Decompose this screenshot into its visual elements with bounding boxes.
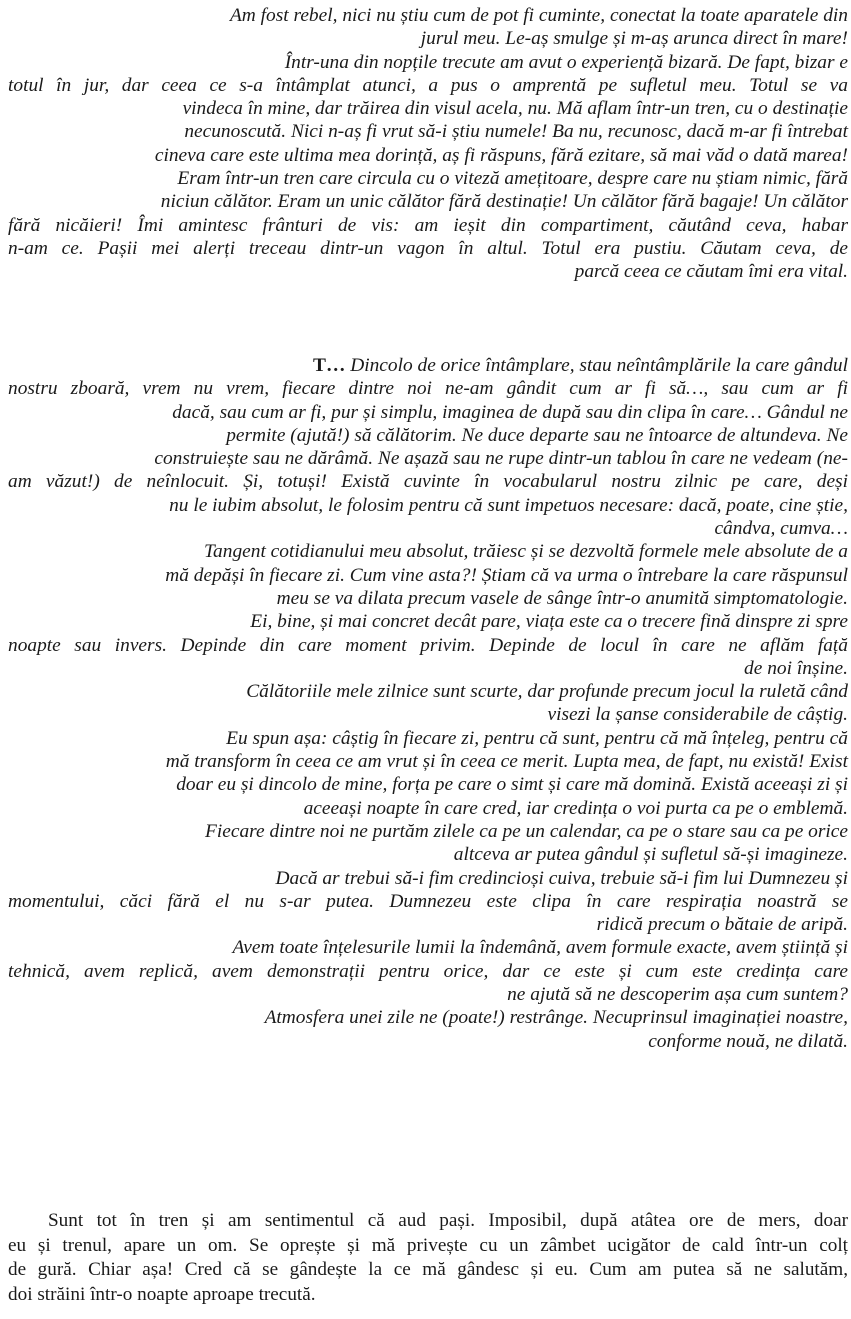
text-line: Fiecare dintre noi ne purtăm zilele ca pe un calendar, ca pe o stare sau ca pe orice — [205, 820, 848, 842]
text-line: Avem toate înțelesurile lumii la îndemână, avem formule exacte, avem știință și — [232, 937, 848, 959]
text-line: permite (ajută!) să călătorim. Ne duce departe sau ne întoarce de altundeva. Ne — [226, 424, 848, 446]
text-line: Într-una din nopțile trecute am avut o experiență bizară. De fapt, bizar e — [284, 51, 848, 73]
text-line: ridică precum o bătaie de aripă. — [596, 914, 848, 936]
text-fragment: Dincolo de orice întâmplare, stau neîntâmplările la care gândul — [345, 355, 848, 376]
text-line: noapte sau invers. Depinde din care moment privim. Depinde de locul în care ne aflăm față — [8, 634, 848, 656]
text-line: am văzut!) de neînlocuit. Și, totuși! Există cuvinte în vocabularul nostru zilnic pe care, deși — [8, 471, 848, 493]
text-line: mă transform în ceea ce am vrut și în ceea ce merit. Lupta mea, de fapt, nu există! Exist — [165, 751, 848, 773]
text-line: Sunt tot în tren și am sentimentul că aud pași. Imposibil, după atâtea ore de mers, doar — [48, 1210, 848, 1231]
text-line: aceeași noapte în care cred, iar credința o voi purta ca pe o emblemă. — [303, 797, 848, 819]
text-line: doi străini într-o noapte aproape trecută. — [8, 1283, 316, 1305]
text-line: visezi la șanse considerabile de câștig. — [547, 704, 848, 726]
text-line: tehnică, avem replică, avem demonstrații pentru orice, dar ce este și cum este credința care — [8, 960, 848, 982]
text-line: vindeca în mine, dar trăirea din visul acela, nu. Mă aflam într-un tren, cu o destinație — [182, 98, 848, 120]
text-line: Am fost rebel, nici nu știu cum de pot fi cuminte, conectat la toate aparatele din — [229, 5, 848, 26]
text-line: ne ajută să ne descoperim așa cum suntem? — [507, 984, 848, 1006]
text-line: totul în jur, dar ceea ce s-a întâmplat atunci, a pus o amprentă pe sufletul meu. Totul se va — [8, 74, 848, 96]
closing-paragraph — [8, 1209, 848, 1307]
text-line: Călătoriile mele zilnice sunt scurte, dar profunde precum jocul la ruletă când — [246, 681, 848, 703]
text-line: construiește sau ne dărâmă. Ne așază sau ne rupe dintr-un tablou în care ne vedeam (ne- — [154, 448, 848, 470]
text-line: conforme nouă, ne dilată. — [648, 1030, 848, 1052]
text-line: doar eu și dincolo de mine, forța pe care o simt și care mă domină. Există aceeași zi și — [176, 774, 848, 796]
text-line: Atmosfera unei zile ne (poate!) restrânge. Necuprinsul imaginației noastre, — [264, 1007, 848, 1029]
text-line: necunoscută. Nici n-aș fi vrut să-i știu numele! Ba nu, recunosc, dacă m-ar fi întrebat — [184, 121, 848, 143]
text-line: meu se va dilata precum vasele de sânge într-o anumită simptomatologie. — [276, 587, 848, 609]
text-line: Tangent cotidianului meu absolut, trăiesc și se dezvoltă formele mele absolute de a — [204, 541, 848, 563]
text-line: momentului, căci fără el nu s-ar putea. Dumnezeu este clipa în care respirația noastră se — [8, 890, 848, 912]
text-line: nostru zboară, vrem nu vrem, fiecare dintre noi ne-am gândit cum ar fi să…, sau cum ar fi — [8, 378, 848, 400]
text-line: parcă ceea ce căutam îmi era vital. — [574, 261, 848, 283]
text-line: Dacă ar trebui să-i fim credincioși cuiva, trebuie să-i fim lui Dumnezeu și — [275, 867, 848, 889]
text-line: dacă, sau cum ar fi, pur și simplu, imaginea de după sau din clipa în care… Gândul ne — [172, 401, 848, 423]
essay-section — [8, 354, 848, 1053]
text-line: cândva, cumva… — [714, 518, 848, 540]
essay-first-line — [8, 354, 848, 377]
text-line: eu și trenul, apare un om. Se oprește și mă privește cu un zâmbet ucigător de cald într-un colț — [8, 1234, 848, 1256]
intro-paragraph — [8, 4, 848, 284]
text-line: jurul meu. Le-aș smulge și m-aș arunca direct în mare! — [420, 28, 848, 50]
text-line: fără nicăieri! Îmi amintesc frânturi de vis: am ieșit din compartiment, căutând ceva, habar — [8, 214, 848, 236]
text-line: mă depăși în fiecare zi. Cum vine asta?! Știam că va urma o întrebare la care răspunsul — [165, 564, 848, 586]
text-line: nu le iubim absolut, le folosim pentru că sunt impetuos necesare: dacă, poate, cine știe, — [169, 494, 848, 516]
text-line: de noi înșine. — [744, 657, 848, 679]
text-line: cineva care este ultima mea dorință, aș fi răspuns, fără ezitare, să mai văd o dată marea! — [154, 144, 848, 166]
text-line: n-am ce. Pașii mei alerți treceau dintr-un vagon în altul. Totul era pustiu. Căutam ceva, de — [8, 237, 848, 259]
text-line: Eram într-un tren care circula cu o viteză amețitoare, despre care nu știam nimic, fără — [177, 168, 848, 190]
section-marker: T… — [313, 355, 346, 376]
text-line: de gură. Chiar așa! Cred că se gândește la ce mă gândesc și eu. Cum am putea să ne salutăm, — [8, 1259, 848, 1280]
text-line: altceva ar putea gândul și sufletul să-și imagineze. — [453, 844, 848, 866]
text-line: niciun călător. Eram un unic călător fără destinație! Un călător fără bagaje! Un călător — [160, 191, 848, 213]
text-line: Ei, bine, și mai concret decât pare, viața este ca o trecere fină dinspre zi spre — [250, 611, 848, 633]
text-line: Eu spun așa: câștig în fiecare zi, pentru că sunt, pentru că mă înțeleg, pentru că — [226, 727, 848, 749]
